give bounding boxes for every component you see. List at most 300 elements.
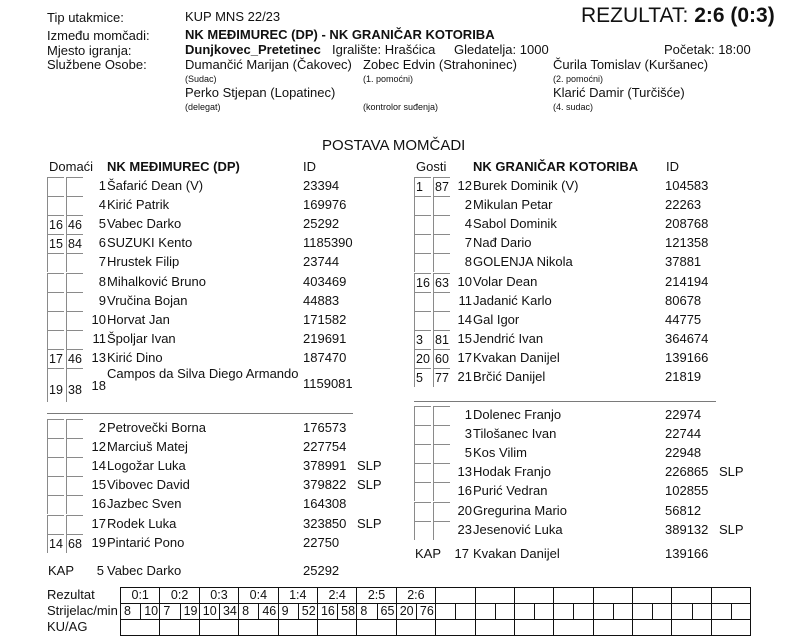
player-id: 389132 bbox=[665, 521, 709, 537]
player-row bbox=[47, 196, 417, 215]
venue-value: Dunjkovec_Pretetinec bbox=[185, 42, 321, 57]
entry-box-1 bbox=[414, 521, 431, 540]
player-row bbox=[47, 234, 417, 253]
goal-minute: 65 bbox=[377, 604, 396, 619]
goal-score-cell bbox=[514, 588, 553, 604]
entry-box-1 bbox=[414, 502, 431, 521]
entry-box-1: 15 bbox=[47, 234, 64, 253]
shirt-number: 21 bbox=[457, 369, 472, 384]
entry-box-2 bbox=[66, 419, 83, 438]
shirt-number: 1 bbox=[98, 178, 106, 193]
goal-score-cell bbox=[672, 588, 711, 604]
entry-box-1 bbox=[414, 253, 431, 272]
shirt-number: 12 bbox=[457, 178, 472, 193]
away-separator bbox=[414, 401, 716, 402]
goal-score-cell: 2:4 bbox=[317, 588, 356, 604]
goal-kuag-cell bbox=[278, 620, 317, 636]
venue-label: Mjesto igranja: bbox=[47, 43, 132, 58]
player-row bbox=[47, 457, 417, 476]
player-name: Pintarić Pono bbox=[107, 534, 185, 550]
player-id: 80678 bbox=[665, 292, 702, 308]
player-id: 21819 bbox=[665, 369, 702, 384]
player-id: 1159081 bbox=[303, 376, 353, 391]
player-id: 22744 bbox=[665, 426, 702, 442]
shirt-number: 10 bbox=[91, 311, 106, 327]
player-id: 23744 bbox=[303, 254, 340, 270]
entry-box-1: 16 bbox=[414, 273, 431, 292]
player-id: 364674 bbox=[665, 330, 709, 346]
shirt-number: 3 bbox=[464, 426, 472, 442]
shirt-number: 11 bbox=[458, 292, 472, 308]
player-row bbox=[47, 330, 417, 349]
entry-box-2 bbox=[66, 476, 83, 495]
scorer-number bbox=[476, 604, 495, 619]
player-row bbox=[414, 196, 784, 215]
goal-score-cell bbox=[711, 588, 750, 604]
shirt-number: 5 bbox=[98, 216, 106, 232]
goal-scorer-cell bbox=[357, 604, 396, 620]
player-name: Burek Dominik (V) bbox=[473, 178, 579, 193]
player-id: 164308 bbox=[303, 496, 347, 512]
official-role: (delegat) bbox=[185, 102, 221, 112]
player-name: Jazbec Sven bbox=[107, 496, 182, 512]
pitch-label: Igralište: Hrašćica bbox=[332, 42, 436, 57]
official-role: (kontrolor suđenja) bbox=[363, 102, 439, 112]
slp-badge: SLP bbox=[357, 477, 382, 493]
shirt-number: 8 bbox=[464, 254, 472, 270]
scorer-number bbox=[672, 604, 691, 619]
entry-box-2 bbox=[66, 457, 83, 476]
lineup-title: POSTAVA MOMČADI bbox=[322, 137, 466, 154]
scorer-number: 8 bbox=[242, 604, 250, 618]
scorer-number: 8 bbox=[360, 604, 368, 618]
shirt-number: 14 bbox=[457, 311, 472, 327]
teams-value: NK MEĐIMUREC (DP) - NK GRANIČAR KOTORIBA bbox=[185, 27, 495, 42]
player-name: GOLENJA Nikola bbox=[473, 254, 573, 270]
player-row bbox=[414, 463, 784, 482]
player-name: Logožar Luka bbox=[107, 458, 186, 474]
entry-box-2 bbox=[66, 273, 83, 292]
goal-minute bbox=[534, 604, 553, 619]
scorer-number bbox=[712, 604, 731, 619]
goal-scorer-cell bbox=[633, 604, 672, 620]
player-id: 187470 bbox=[303, 349, 347, 365]
entry-box-1 bbox=[414, 292, 431, 311]
player-id: 323850 bbox=[303, 515, 347, 531]
shirt-number: 9 bbox=[98, 292, 106, 308]
entry-box-2 bbox=[66, 495, 83, 514]
goal-minute bbox=[652, 604, 671, 619]
goal-minute: 76 bbox=[416, 604, 435, 619]
player-name: Jadanić Karlo bbox=[473, 292, 552, 308]
player-name: SUZUKI Kento bbox=[107, 235, 193, 251]
entry-box-1 bbox=[47, 457, 64, 476]
player-row bbox=[47, 273, 417, 292]
shirt-number: 14 bbox=[91, 458, 106, 474]
entry-box-2: 68 bbox=[66, 534, 83, 553]
home-captain-id: 25292 bbox=[303, 563, 340, 578]
player-row bbox=[414, 234, 784, 253]
goal-minute: 46 bbox=[258, 604, 277, 619]
shirt-number: 19 bbox=[91, 534, 106, 550]
entry-box-1 bbox=[47, 476, 64, 495]
player-name: Nađ Dario bbox=[473, 235, 532, 251]
shirt-number: 15 bbox=[457, 330, 472, 346]
goal-score-cell bbox=[593, 588, 632, 604]
goal-minute: 34 bbox=[219, 604, 238, 619]
entry-box-1: 1 bbox=[414, 177, 431, 196]
shirt-number: 5 bbox=[464, 445, 472, 461]
scorer-number bbox=[594, 604, 613, 619]
home-captain-label: KAP bbox=[48, 563, 75, 578]
player-id: 56812 bbox=[665, 502, 702, 518]
player-name: Campos da Silva Diego Armando bbox=[107, 366, 299, 381]
player-name: Gal Igor bbox=[473, 311, 520, 327]
player-id: 23394 bbox=[303, 178, 340, 193]
player-id: 102855 bbox=[665, 483, 709, 499]
player-id: 208768 bbox=[665, 216, 709, 232]
official-name: Klarić Damir (Turčišće) bbox=[553, 85, 685, 100]
goal-minute: 10 bbox=[140, 604, 159, 619]
scorer-number bbox=[554, 604, 573, 619]
goal-scorer-cell bbox=[121, 604, 160, 620]
official-role: (Sudac) bbox=[185, 74, 217, 84]
player-row bbox=[47, 419, 417, 438]
scorer-number: 10 bbox=[202, 604, 217, 618]
goal-scorer-cell bbox=[436, 604, 475, 620]
match-type-value: KUP MNS 22/23 bbox=[185, 9, 281, 24]
player-row bbox=[47, 368, 417, 402]
away-captain-id: 139166 bbox=[665, 546, 709, 561]
player-name: Kirić Dino bbox=[107, 349, 163, 365]
player-name: Kirić Patrik bbox=[107, 197, 170, 213]
scorer-number bbox=[633, 604, 652, 619]
player-id: 22974 bbox=[665, 407, 702, 422]
goal-scorer-cell bbox=[396, 604, 435, 620]
official-role: (2. pomoćni) bbox=[553, 74, 604, 84]
goal-scorer-cell bbox=[514, 604, 553, 620]
player-id: 403469 bbox=[303, 273, 347, 289]
player-row bbox=[47, 292, 417, 311]
scorer-number: 9 bbox=[281, 604, 289, 618]
goal-kuag-cell bbox=[475, 620, 514, 636]
score-row-result bbox=[121, 588, 751, 604]
away-team-name: NK GRANIČAR KOTORIBA bbox=[473, 159, 639, 174]
scorer-number: 16 bbox=[320, 604, 335, 618]
goal-kuag-cell bbox=[711, 620, 750, 636]
scorer-number bbox=[515, 604, 534, 619]
player-row bbox=[414, 273, 784, 292]
player-name: Purić Vedran bbox=[473, 483, 548, 499]
home-captain-name: Vabec Darko bbox=[107, 563, 182, 578]
goal-score-cell bbox=[475, 588, 514, 604]
player-row bbox=[414, 330, 784, 349]
officials-label: Službene Osobe: bbox=[47, 57, 147, 72]
shirt-number: 18 bbox=[91, 378, 106, 393]
goal-scorer-cell bbox=[160, 604, 199, 620]
entry-box-1 bbox=[47, 292, 64, 311]
entry-box-1 bbox=[414, 215, 431, 234]
entry-box-2 bbox=[66, 330, 83, 349]
shirt-number: 17 bbox=[91, 515, 106, 531]
scorer-number bbox=[436, 604, 455, 619]
shirt-number: 13 bbox=[457, 464, 472, 480]
away-captain-name: Kvakan Danijel bbox=[473, 546, 560, 561]
shirt-number: 10 bbox=[457, 273, 472, 289]
shirt-number: 4 bbox=[464, 216, 472, 232]
player-name: Horvat Jan bbox=[107, 311, 170, 327]
entry-box-1 bbox=[47, 311, 64, 330]
player-name: Dolenec Franjo bbox=[473, 407, 562, 422]
goal-kuag-cell bbox=[554, 620, 593, 636]
away-captain-number: 17 bbox=[454, 546, 469, 561]
goal-score-cell: 0:1 bbox=[121, 588, 160, 604]
player-name: Šafarić Dean (V) bbox=[107, 178, 204, 193]
player-name: Sabol Dominik bbox=[473, 216, 557, 232]
entry-box-2: 84 bbox=[66, 234, 83, 253]
player-row bbox=[414, 425, 784, 444]
entry-box-1 bbox=[47, 419, 64, 438]
player-name: Hodak Franjo bbox=[473, 464, 552, 480]
goal-score-cell: 0:2 bbox=[160, 588, 199, 604]
player-name: Vabec Darko bbox=[107, 216, 182, 232]
entry-box-1 bbox=[414, 311, 431, 330]
entry-box-1 bbox=[47, 515, 64, 534]
shirt-number: 2 bbox=[98, 420, 106, 435]
player-row bbox=[47, 177, 417, 196]
player-id: 227754 bbox=[303, 439, 347, 455]
player-id: 44883 bbox=[303, 292, 340, 308]
player-id: 226865 bbox=[665, 464, 709, 480]
entry-box-1 bbox=[47, 438, 64, 457]
player-name: Mihalković Bruno bbox=[107, 273, 206, 289]
goal-scorer-cell bbox=[199, 604, 238, 620]
score-row-label-result: Rezultat bbox=[47, 587, 95, 602]
scorer-number: 20 bbox=[399, 604, 414, 618]
slp-badge: SLP bbox=[357, 458, 382, 474]
entry-box-2 bbox=[66, 196, 83, 215]
shirt-number: 7 bbox=[464, 235, 472, 251]
goal-kuag-cell bbox=[436, 620, 475, 636]
official-name: Dumančić Marijan (Čakovec) bbox=[185, 57, 352, 72]
player-id: 22750 bbox=[303, 534, 340, 550]
player-row bbox=[47, 253, 417, 272]
goal-scorer-cell bbox=[317, 604, 356, 620]
goal-score-cell: 0:3 bbox=[199, 588, 238, 604]
entry-box-1 bbox=[47, 495, 64, 514]
entry-box-1 bbox=[414, 482, 431, 501]
goal-kuag-cell bbox=[357, 620, 396, 636]
goal-scorer-cell bbox=[278, 604, 317, 620]
entry-box-2 bbox=[66, 311, 83, 330]
player-id: 22263 bbox=[665, 197, 702, 213]
entry-box-2: 77 bbox=[433, 368, 450, 387]
player-name: Špoljar Ivan bbox=[107, 330, 176, 346]
player-name: Kvakan Danijel bbox=[473, 349, 560, 365]
home-team-name: NK MEĐIMUREC (DP) bbox=[107, 159, 240, 174]
player-row bbox=[414, 177, 784, 196]
entry-box-2 bbox=[66, 177, 83, 196]
away-captain-label: KAP bbox=[415, 546, 442, 561]
player-row bbox=[47, 515, 417, 534]
entry-box-2: 87 bbox=[433, 177, 450, 196]
result-value: 2:6 (0:3) bbox=[694, 4, 775, 27]
player-name: Jendrić Ivan bbox=[473, 330, 544, 346]
player-row bbox=[414, 349, 784, 368]
entry-box-1: 16 bbox=[47, 215, 64, 234]
goal-score-cell: 2:5 bbox=[357, 588, 396, 604]
shirt-number: 23 bbox=[457, 521, 472, 537]
goal-scorer-cell bbox=[475, 604, 514, 620]
player-row bbox=[414, 406, 784, 425]
player-id: 219691 bbox=[303, 330, 347, 346]
goal-minute: 52 bbox=[298, 604, 317, 619]
entry-box-1: 5 bbox=[414, 368, 431, 387]
entry-box-1 bbox=[47, 273, 64, 292]
score-table bbox=[120, 587, 751, 636]
entry-box-1: 3 bbox=[414, 330, 431, 349]
official-role: (1. pomoćni) bbox=[363, 74, 414, 84]
entry-box-1 bbox=[47, 196, 64, 215]
official-name: Zobec Edvin (Strahoninec) bbox=[363, 57, 517, 72]
player-name: Kos Vilim bbox=[473, 445, 527, 461]
shirt-number: 12 bbox=[91, 439, 106, 455]
player-id: 214194 bbox=[665, 273, 709, 289]
player-name: Hrustek Filip bbox=[107, 254, 180, 270]
player-id: 139166 bbox=[665, 349, 709, 365]
goal-score-cell: 0:4 bbox=[239, 588, 278, 604]
goal-minute bbox=[692, 604, 711, 619]
entry-box-1: 17 bbox=[47, 349, 64, 368]
shirt-number: 4 bbox=[98, 197, 106, 213]
goal-kuag-cell bbox=[672, 620, 711, 636]
entry-box-1 bbox=[47, 253, 64, 272]
player-row bbox=[414, 521, 784, 540]
player-row bbox=[414, 292, 784, 311]
player-row bbox=[47, 495, 417, 514]
player-id: 176573 bbox=[303, 420, 347, 435]
entry-box-1 bbox=[414, 425, 431, 444]
player-name: Mikulan Petar bbox=[473, 197, 553, 213]
result-label: REZULTAT: bbox=[581, 4, 689, 27]
entry-box-1: 19 bbox=[47, 368, 64, 402]
entry-box-1 bbox=[414, 234, 431, 253]
shirt-number: 8 bbox=[98, 273, 106, 289]
score-row-label-kuag: KU/AG bbox=[47, 619, 88, 634]
entry-box-2 bbox=[66, 438, 83, 457]
shirt-number: 16 bbox=[91, 496, 106, 512]
player-row bbox=[414, 311, 784, 330]
slp-badge: SLP bbox=[719, 521, 744, 537]
player-id: 1185390 bbox=[303, 235, 353, 251]
player-name: Vibovec David bbox=[107, 477, 190, 493]
start-time: Početak: 18:00 bbox=[664, 42, 751, 57]
player-id: 22948 bbox=[665, 445, 702, 461]
player-id: 37881 bbox=[665, 254, 702, 270]
score-row-scorer bbox=[121, 604, 751, 620]
home-separator bbox=[47, 413, 353, 414]
shirt-number: 15 bbox=[91, 477, 106, 493]
shirt-number: 16 bbox=[457, 483, 472, 499]
player-row bbox=[47, 438, 417, 457]
shirt-number: 17 bbox=[457, 349, 472, 365]
goal-kuag-cell bbox=[121, 620, 160, 636]
away-id-header: ID bbox=[666, 159, 679, 174]
player-id: 25292 bbox=[303, 216, 340, 232]
goal-kuag-cell bbox=[239, 620, 278, 636]
goal-minute: 19 bbox=[180, 604, 199, 619]
player-name: Gregurina Mario bbox=[473, 502, 567, 518]
player-row bbox=[414, 215, 784, 234]
goal-kuag-cell bbox=[317, 620, 356, 636]
shirt-number: 11 bbox=[92, 330, 106, 346]
home-side-label: Domaći bbox=[49, 159, 94, 174]
player-name: Rodek Luka bbox=[107, 515, 177, 531]
player-id: 169976 bbox=[303, 197, 347, 213]
entry-box-1 bbox=[414, 406, 431, 425]
player-row bbox=[414, 368, 784, 387]
home-id-header: ID bbox=[303, 159, 316, 174]
player-id: 104583 bbox=[665, 178, 709, 193]
player-row bbox=[414, 444, 784, 463]
goal-minute: 58 bbox=[337, 604, 356, 619]
goal-kuag-cell bbox=[593, 620, 632, 636]
shirt-number: 2 bbox=[464, 197, 472, 213]
teams-label: Između momčadi: bbox=[47, 28, 150, 43]
match-type-label: Tip utakmice: bbox=[47, 10, 124, 25]
goal-minute bbox=[455, 604, 474, 619]
entry-box-1: 20 bbox=[414, 349, 431, 368]
entry-box-1 bbox=[414, 196, 431, 215]
entry-box-1: 14 bbox=[47, 534, 64, 553]
player-name: Jesenović Luka bbox=[473, 521, 563, 537]
player-id: 121358 bbox=[665, 235, 709, 251]
entry-box-2: 60 bbox=[433, 349, 450, 368]
player-id: 379822 bbox=[303, 477, 347, 493]
shirt-number: 6 bbox=[98, 235, 106, 251]
goal-minute bbox=[613, 604, 632, 619]
official-name: Čurila Tomislav (Kuršanec) bbox=[553, 57, 709, 72]
official-name: Perko Stjepan (Lopatinec) bbox=[185, 85, 336, 100]
scorer-number: 7 bbox=[163, 604, 171, 618]
shirt-number: 20 bbox=[457, 502, 472, 518]
player-name: Petrovečki Borna bbox=[107, 420, 206, 435]
goal-kuag-cell bbox=[160, 620, 199, 636]
entry-box-2: 46 bbox=[66, 349, 83, 368]
goal-scorer-cell bbox=[672, 604, 711, 620]
entry-box-1 bbox=[414, 463, 431, 482]
goal-scorer-cell bbox=[239, 604, 278, 620]
goal-scorer-cell bbox=[711, 604, 750, 620]
goal-score-cell: 1:4 bbox=[278, 588, 317, 604]
entry-box-1 bbox=[47, 177, 64, 196]
player-row bbox=[47, 534, 417, 553]
shirt-number: 13 bbox=[91, 349, 106, 365]
goal-score-cell: 2:6 bbox=[396, 588, 435, 604]
goal-kuag-cell bbox=[514, 620, 553, 636]
entry-box-2: 38 bbox=[66, 368, 83, 402]
player-name: Brčić Danijel bbox=[473, 369, 546, 384]
player-row bbox=[47, 476, 417, 495]
goal-minute bbox=[731, 604, 750, 619]
shirt-number: 7 bbox=[98, 254, 106, 270]
goal-score-cell bbox=[633, 588, 672, 604]
goal-scorer-cell bbox=[554, 604, 593, 620]
scorer-number: 8 bbox=[124, 604, 131, 618]
goal-kuag-cell bbox=[633, 620, 672, 636]
player-id: 171582 bbox=[303, 311, 347, 327]
result bbox=[581, 4, 775, 28]
